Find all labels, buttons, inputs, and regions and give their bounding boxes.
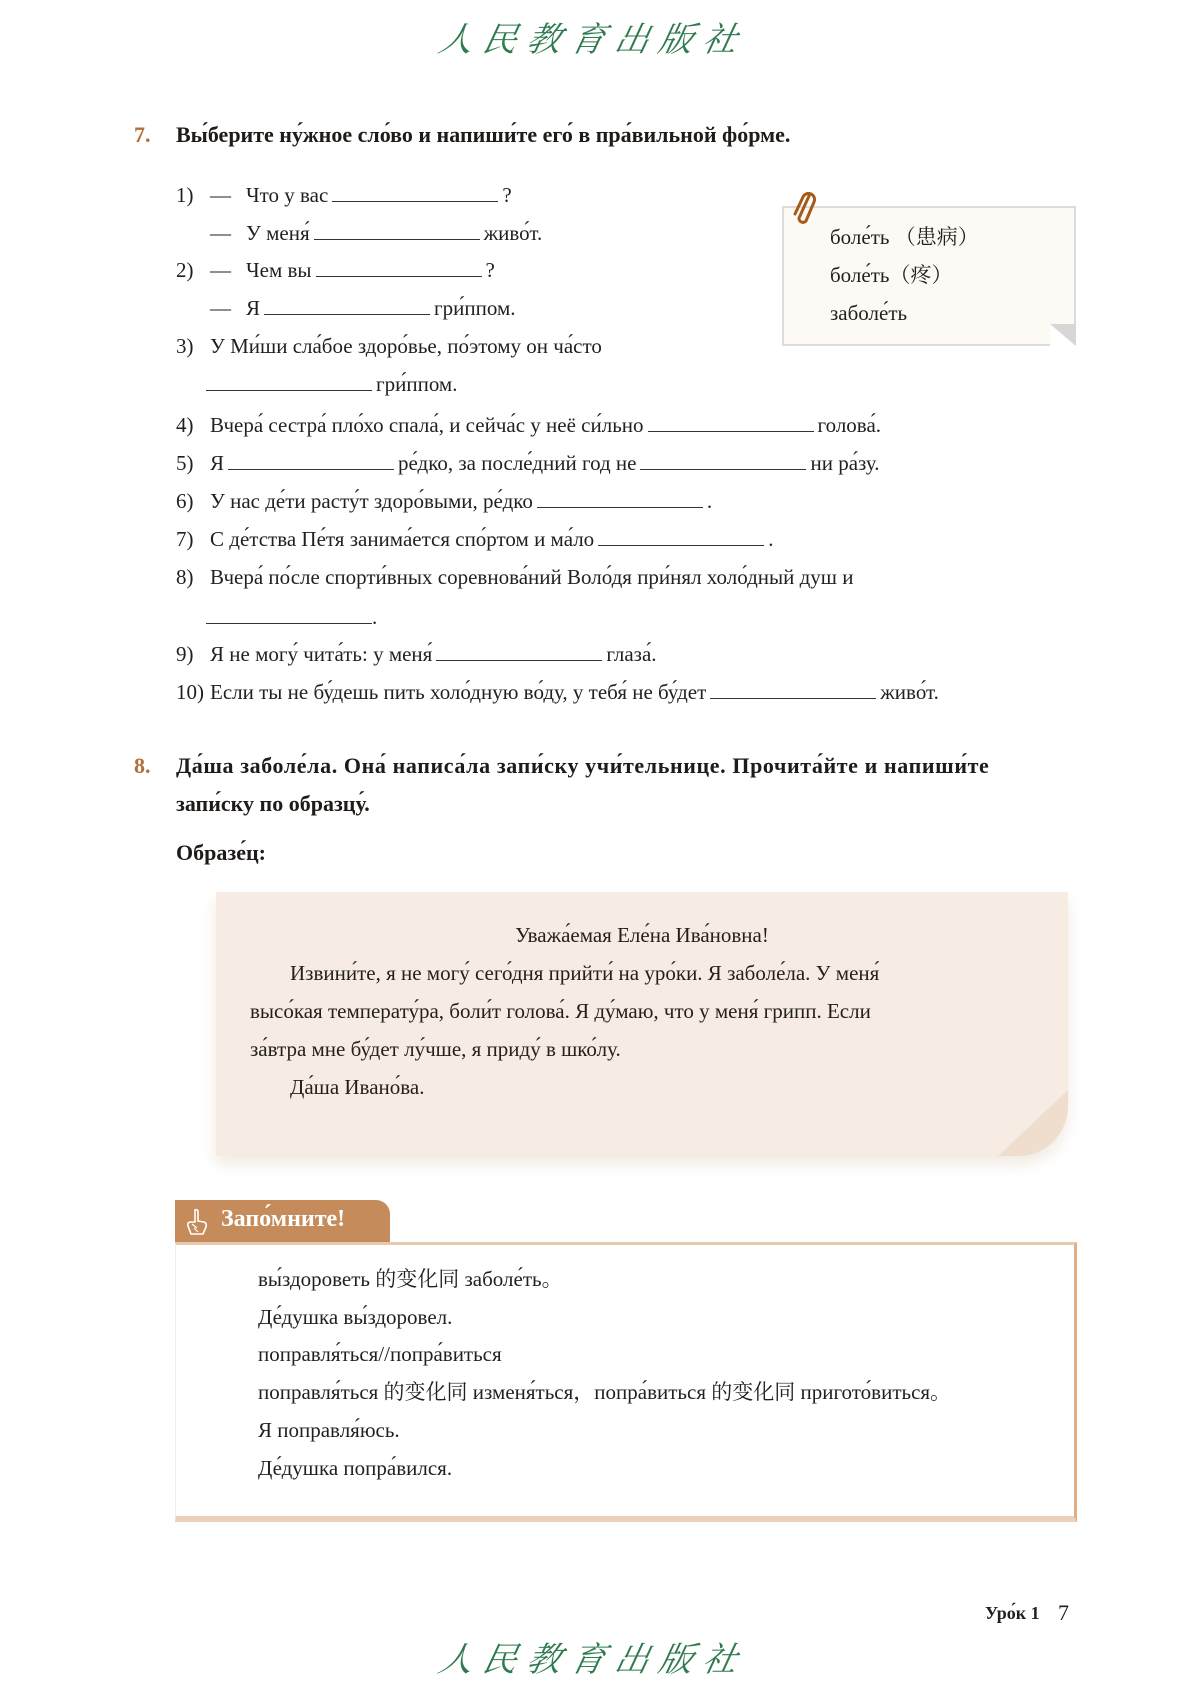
item-text-after: . [768, 527, 774, 551]
publisher-logo: 人民教育出版社 [435, 20, 752, 60]
word-option: заболе́ть [830, 301, 908, 325]
remember-tab [175, 1200, 390, 1242]
dash: — [210, 258, 231, 282]
item-text-after: голова́. [817, 413, 882, 437]
item-text-after: ? [502, 183, 512, 207]
item-text-after: . [706, 489, 713, 513]
item-number: 3) [176, 334, 194, 358]
lesson-label: Уро́к 1 [985, 1603, 1040, 1623]
item-text-after: ни ра́зу. [810, 451, 880, 475]
item-text-after: ? [485, 258, 495, 282]
exercise-7-title: Вы́берите ну́жное сло́во и напиши́те его́ в пра́вильной фо́рме. [176, 122, 791, 147]
rule-line: Я поправля́юсь. [258, 1417, 400, 1442]
sample-label: Образе́ц: [176, 840, 266, 865]
answer-blank[interactable] [316, 258, 482, 277]
word-option: боле́ть （患病） [830, 225, 979, 249]
item-text-after: гри́ппом. [376, 372, 458, 396]
answer-blank[interactable] [640, 451, 806, 470]
word-choice-note [782, 206, 1076, 346]
item-text: Вчера́ сестра́ пло́хо спала́, и сейча́с у неё си́льно [210, 413, 644, 437]
page-curl-decoration [998, 1090, 1068, 1156]
letter-greeting: Уважа́емая Еле́на Ива́новна! [515, 923, 769, 947]
publisher-logo-footer: 人民教育出版社 [435, 1640, 752, 1680]
item-1-answer [210, 220, 542, 246]
remember-box [175, 1242, 1077, 1522]
dash: — [210, 296, 231, 320]
item-4 [176, 412, 881, 438]
item-text-after: глаза́. [606, 642, 657, 666]
item-number: 9) [176, 642, 194, 666]
item-text-after: гри́ппом. [434, 296, 516, 320]
item-7 [176, 526, 773, 552]
item-text-middle: ре́дко, за после́дний год не [398, 451, 637, 475]
answer-blank[interactable] [537, 489, 703, 508]
item-number: 7) [176, 527, 194, 551]
item-number: 2) [176, 258, 194, 282]
answer-blank[interactable] [206, 372, 372, 391]
item-9 [176, 641, 657, 667]
item-text: У нас де́ти расту́т здоро́выми, ре́дко [210, 489, 533, 513]
item-6 [176, 488, 712, 514]
rule-line: Де́душка вы́здоровел. [258, 1304, 453, 1329]
item-3 [176, 333, 602, 359]
item-text-after: . [372, 605, 378, 629]
item-text: У Ми́ши сла́бое здоро́вье, по́этому он ча́сто [210, 334, 602, 358]
item-text: Я не могу́ чита́ть: у меня́ [210, 642, 433, 666]
item-number: 6) [176, 489, 194, 513]
rule-line: поправля́ться//попра́виться [258, 1342, 502, 1367]
item-text: У меня́ [246, 221, 310, 245]
letter-line: высо́кая температу́ра, боли́т голова́. Я ду́маю, что у меня́ грипп. Если [250, 999, 871, 1023]
item-3-continuation [206, 371, 457, 397]
item-10 [176, 679, 939, 705]
item-5 [176, 450, 880, 476]
item-2-question [176, 257, 495, 283]
answer-blank[interactable] [710, 680, 876, 699]
exercise-8-title: Да́ша заболе́ла. Она́ написа́ла запи́ску учи́тельнице. Прочита́йте и напиши́те [176, 753, 990, 778]
answer-blank[interactable] [206, 605, 372, 624]
item-text-after: живо́т. [880, 680, 939, 704]
rule-line: поправля́ться 的变化同 изменя́ться，попра́виться 的变化同 пригото́виться。 [258, 1380, 952, 1405]
answer-blank[interactable] [436, 642, 602, 661]
sample-letter [216, 892, 1068, 1156]
paperclip-icon [792, 192, 818, 228]
item-number: 1) [176, 183, 194, 207]
answer-blank[interactable] [314, 221, 480, 240]
item-1-question [176, 182, 512, 208]
dash: — [210, 221, 231, 245]
pointing-hand-icon [185, 1208, 209, 1236]
item-text: Вчера́ по́сле спорти́вных соревнова́ний Воло́дя при́нял холо́дный душ и [210, 565, 854, 589]
exercise-7-number: 7. [134, 122, 151, 147]
item-text: Я [210, 451, 225, 475]
item-text: Чем вы [246, 258, 312, 282]
item-number: 5) [176, 451, 194, 475]
page-fold-decoration [1050, 324, 1076, 346]
remember-title: Запо́мните! [221, 1206, 346, 1232]
rule-line: Де́душка попра́вился. [258, 1455, 453, 1480]
item-text: Что у вас [246, 183, 329, 207]
item-8-continuation [206, 604, 377, 630]
item-text-after: живо́т. [483, 221, 543, 245]
item-text: Если ты не бу́дешь пить холо́дную во́ду, у тебя́ не бу́дет [210, 680, 707, 704]
rule-line: вы́здороветь 的变化同 заболе́ть。 [258, 1267, 563, 1291]
answer-blank[interactable] [264, 296, 430, 315]
item-text: Я [246, 296, 261, 320]
word-option: боле́ть（疼） [830, 263, 953, 287]
dash: — [210, 183, 231, 207]
answer-blank[interactable] [228, 451, 394, 470]
letter-signature: Да́ша Ивано́ва. [290, 1075, 425, 1099]
item-number: 10) [176, 680, 204, 704]
answer-blank[interactable] [648, 413, 814, 432]
exercise-8-title-cont: запи́ску по образцу́. [176, 791, 370, 816]
answer-blank[interactable] [332, 183, 498, 202]
item-text: С де́тства Пе́тя занима́ется спо́ртом и ма́ло [210, 527, 595, 551]
letter-line: за́втра мне бу́дет лу́чше, я приду́ в шко́лу. [250, 1037, 621, 1061]
item-number: 8) [176, 565, 194, 589]
letter-line: Извини́те, я не могу́ сего́дня прийти́ на уро́ки. Я заболе́ла. У меня́ [290, 961, 880, 985]
item-number: 4) [176, 413, 194, 437]
item-8 [176, 564, 853, 590]
answer-blank[interactable] [598, 527, 764, 546]
item-2-answer [210, 295, 515, 321]
page-number: 7 [1058, 1600, 1069, 1625]
exercise-8-number: 8. [134, 753, 151, 778]
